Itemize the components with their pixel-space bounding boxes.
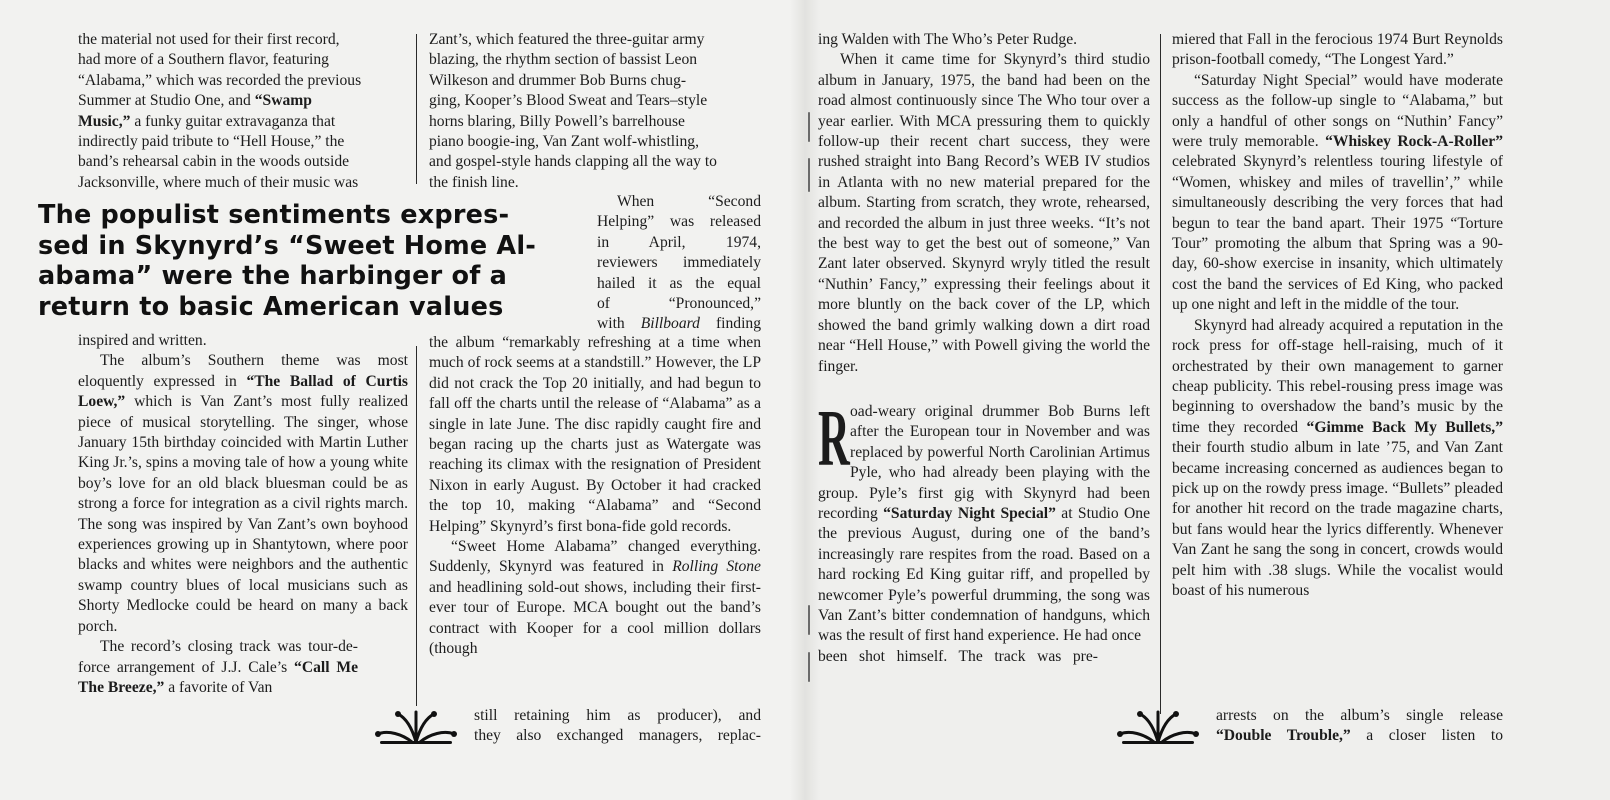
text-line: horns blaring, Billy Powell’s barrelhouse [429,112,685,130]
song-title: “Whiskey Rock-A-Roller” [1325,133,1504,151]
publication-title: Rolling Stone [672,558,761,576]
song-title: Music,” [78,112,131,130]
paragraph [1172,316,1503,602]
text-run: celebrated Skynyrd’s relentless touring lifestyle of “Women, whiskey and miles of travellin’,” while simultaneously describing the very forces that had begun to tear the band apart. Their 1975 “Torture Tour” promoting the album that Spring was a 90-day, 60-show exercise in insanity, which ultimately cost the band the services of Ed King, who packed up one night and left in the middle of the tour. [1172,153,1503,314]
staple-mark [808,158,810,192]
text-line: hailed it as the equal [597,274,761,292]
paragraph [1172,71,1503,316]
column-2-beside-quote [597,192,761,335]
drop-cap: R [818,394,850,483]
paragraph: ing Walden with The Who’s Peter Rudge. [818,31,1078,48]
text-line: band’s rehearsal cabin in the woods outside [78,153,350,171]
column-rule [416,346,417,706]
text-line [1216,726,1503,746]
text-line: they also exchanged managers, replac- [474,727,761,745]
text-line: reviewers immediately [597,254,761,272]
song-title: “Saturday Night Special” [883,504,1056,522]
text-run: The album’s Southern theme was most eloquently expressed in [78,352,408,390]
paragraph: the album “remarkably refreshing at a time when much of rock seems at a standstill.” However, the LP did not crack the Top 20 initially, and had begun to fall off the charts until the release of “Alabama” as a single in late June. The disc rapidly caught fire and began racing up the charts just as Watergate was reaching its climax with the resignation of President Nixon in early August. By October it had cracked the top 10, making “Alabama” and “Second Helping” Skynyrd’s first bona-fide gold records. [429,334,761,535]
pull-quote [38,200,588,322]
text-line: “Alabama,” which was recorded the previous [78,71,362,89]
text-line: had more of a Southern flavor, featuring [78,51,329,69]
column-1-top [78,30,408,193]
text-line: been shot himself. The track was pre- [818,647,1098,665]
pull-quote-line: return to basic American values [38,291,504,322]
text-run: their fourth studio album in late ’75, and Van Zant became increasing concerned as audiences began to pick up on the rowdy press image. “Bullets” pleaded for another hit record on the trade magazine charts, but fans would hear the lyrics differently. Whenever Van Zant he sang the song in concert, crowds would pelt him with .38 slugs. While the vocalist would boast of his numerous [1172,439,1503,599]
song-title: “The Ballad of Curtis Loew,” [78,372,408,411]
text-line: When “Second [617,193,761,210]
column-3 [818,30,1150,667]
text-run: which is Van Zant’s most fully realized piece of musical storytelling. The singer, whose January 15th birthday coincided with Martin Luther King Jr.’s, spins a moving tale of how a young white boy’s love for an old black bluesman could be as strong a force for integration as a civil rights march. The song was inspired by Van Zant’s own boyhood experiences growing up in Shantytown, where poor blacks and whites were neighbors and the authentic swamp country blues of local musicians such as Shorty Medlocke could be heard on many a back porch. [78,393,408,635]
song-title: “Swamp [254,92,312,110]
column-1-bottom [78,331,408,698]
text-run: a favorite of Van [164,678,273,696]
column-4-last-lines [1216,706,1503,747]
pull-quote-line: abama” were the harbinger of a [38,261,507,291]
column-2-bottom [429,333,761,660]
text-line: Jacksonville, where much of their music was [78,173,359,191]
text-line: with Billboard finding [597,315,761,333]
paragraph [429,537,761,659]
song-title: “Call Me The Breeze,” [78,658,359,696]
text-line: ging, Kooper’s Blood Sweat and Tears–style [429,92,708,110]
paragraph [818,394,1150,647]
column-2-top [429,30,761,193]
text-run: “Saturday Night Special” would have moderate success as the follow-up single to “Alabama,” but only a handful of other songs on “Nuthin’ Fancy” were truly memorable. [1172,71,1503,151]
paragraph [78,637,358,698]
page-gutter [790,0,820,800]
text-line: the material not used for their first record, [78,31,340,48]
staple-mark [808,652,810,682]
song-title: “Gimme Back My Bullets,” [1306,418,1503,436]
column-rule [1160,34,1161,714]
text-line: and gospel-style hands clapping all the way to [429,153,717,171]
text-line: Music,” a funky guitar extravaganza that [78,112,336,130]
text-line: blazing, the rhythm section of bassist Leon [429,51,698,69]
paragraph [78,351,408,637]
fleuron-ornament [1114,706,1202,746]
paragraph: miered that Fall in the ferocious 1974 Burt Reynolds prison-football comedy, “The Longest Yard.” [1172,31,1503,69]
text-line: Wilkeson and drummer Bob Burns chug- [429,71,687,89]
text-line: Summer at Studio One, and “Swamp [78,92,312,110]
publication-title: Billboard [640,315,700,333]
column-4 [1172,30,1503,601]
text-line: arrests on the album’s single release [1216,707,1503,724]
paragraph: When it came time for Skynyrd’s third studio album in January, 1975, the band had been on the road almost continuously since The Who tour over a year earlier. With MCA pressuring them to quickly follow-up their recent chart success, they were rushed straight into Bang Record’s WEB IV studios in Atlanta with no new material prepared for the album. Starting from scratch, they wrote, rehearsed, and recorded the album in just three weeks. “It’s not the best way to get the best out of someone,” Van Zant later observed. Skynyrd wryly titled the result “Nuthin’ Fancy,” expressing their feelings about it more bluntly on the back cover of the LP, which showed the band grimly walking down a dirt road near “Hell House,” with Powell giving the world the finger. [818,51,1150,375]
column-2-last-lines [474,706,761,747]
text-run: Skynyrd had already acquired a reputation in the rock press for off-stage hell-raising, much of it orchestrated by their own management to garner cheap publicity. This rebel-rousing press image was beginning to overshadow the band’s music by the time they recorded [1172,316,1503,436]
text-line: piano boogie-ing, Van Zant wolf-whistling, [429,133,699,151]
song-title: “Double Trouble,” [1216,727,1351,745]
pull-quote-line: The populist sentiments expres- [38,200,510,230]
paragraph: inspired and written. [78,332,207,349]
text-line: in April, 1974, [597,233,761,251]
fleuron-ornament [372,706,460,746]
pull-quote-line: sed in Skynyrd’s “Sweet Home Al- [38,230,537,261]
text-run: oad-weary original drummer Bob Burns left after the European tour in November and was replaced by powerful North Carolinian Artimus Pyle, who had already been playing with the group. Pyle’s first gig with Skynyrd had been recording [818,402,1150,522]
text-run: a closer listen to [1350,727,1503,745]
text-run: “Sweet Home Alabama” changed everything. Suddenly, Skynyrd was featured in [429,538,761,576]
text-line: still retaining him as producer), and [474,707,761,724]
text-run: and headlining sold-out shows, including their first-ever tour of Europe. MCA bought out the band’s contract with Kooper for a cool million dollars (though [429,578,761,658]
text-line: indirectly paid tribute to “Hell House,” the [78,133,345,151]
text-line: of “Pronounced,” [597,295,761,313]
text-run: at Studio One the previous August, during one of the band’s increasingly rare respites from the road. Based on a hard rocking Ed King guitar riff, and propelled by newcomer Pyle’s powerful drumming, the song was Van Zant’s bitter condemnation of handguns, which was the result of first hand experience. He had once [818,504,1150,645]
text-line: the finish line. [429,173,519,191]
staple-mark [808,605,810,635]
text-line: Helping” was released [597,213,761,231]
text-run: The record’s closing track was tour-de-force arrangement of J.J. Cale’s [78,638,358,676]
text-line: Zant’s, which featured the three-guitar army [429,31,705,48]
staple-mark [808,112,810,142]
column-rule [416,34,417,184]
